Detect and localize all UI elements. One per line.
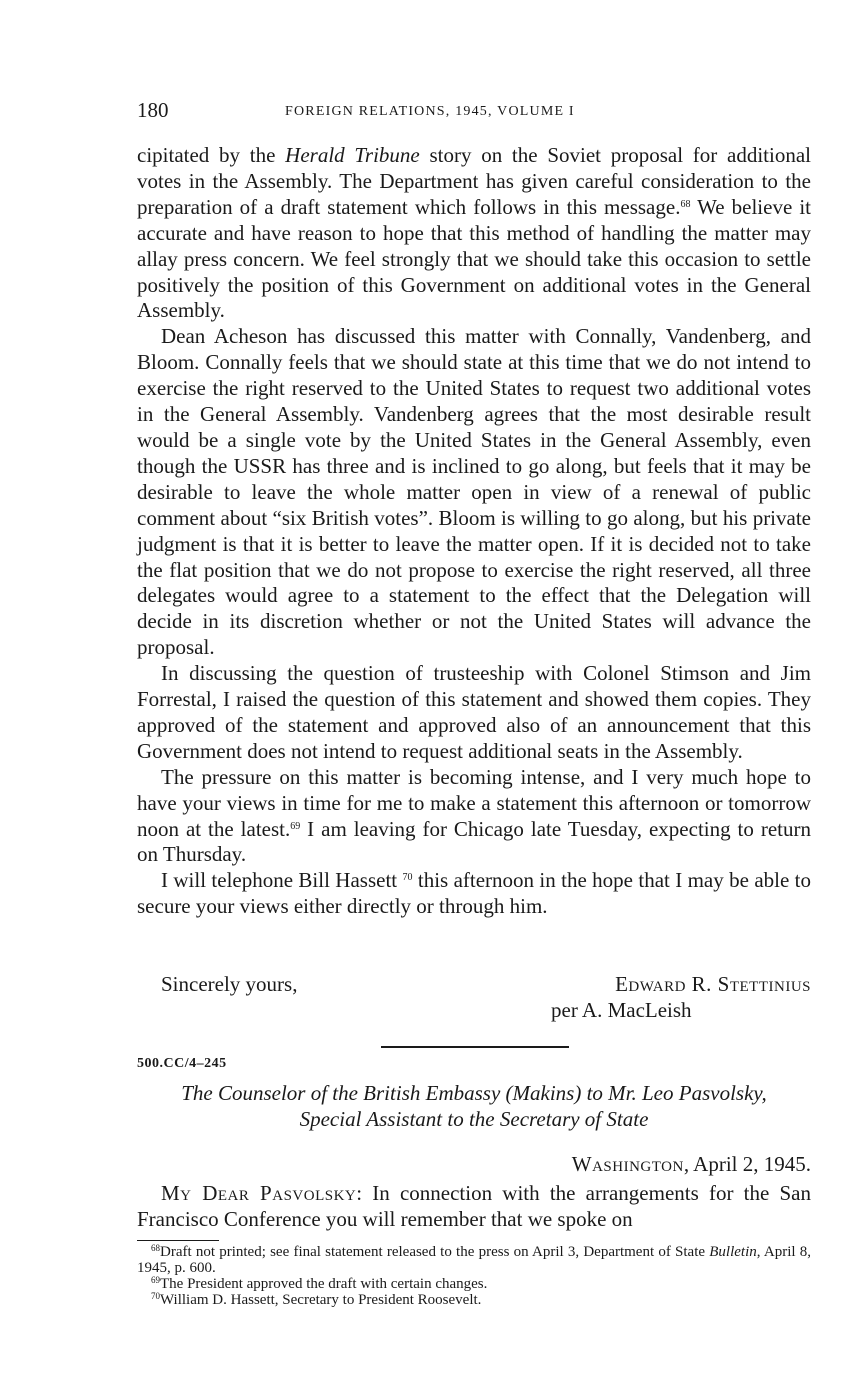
footnote-ref-70: 70 (402, 872, 413, 884)
footnote-69: $^{69}$The President approved the draft with certain changes. (151, 1275, 488, 1292)
paragraph-4: The pressure on this matter is becoming intense, and I very much hope to have your views in time for me to make a statement this afternoon or tomorrow noon at the latest.$^{69}$ I am leaving for Chicago late Tuesday, expecting to return on Thursday. (137, 764, 811, 867)
paragraph-2: Dean Acheson has discussed this matter with Connally, Vandenberg, and Bloom. Connally feels that we should state at this time that we do not intend to exercise the right reserved to the United States to request two additional votes in the General Assembly. Vandenberg agrees that the most desirable result would be a single vote by the United States in the General Assembly, even though the USSR has three and is inclined to go along, but feels that it may be desirable to leave the whole matter open in view of a renewal of public comment about “six British votes”. Bloom is willing to go along, but his private judgment is that it is better to leave the matter open. If it is decided not to take the flat position that we do not propose to exercise the right reserved, all three delegates would agree to a statement to the effect that the Delegation will decide in its discretion whether or not the United States will advance the proposal. (137, 324, 811, 660)
document-heading (137, 1080, 811, 1132)
page-number: 180 (137, 98, 169, 122)
footnote-68: $^{68}$Draft not printed; see final statement released to the press on April 3, Department of State Bulletin, April 8, 1945, p. 600. (137, 1243, 811, 1276)
closing: Sincerely yours, (161, 972, 298, 996)
footnote-rule (137, 1240, 219, 1241)
page-header (137, 98, 811, 126)
letter-opening (137, 1180, 811, 1232)
section-divider (381, 1046, 569, 1048)
newspaper-title: Herald Tribune (285, 143, 420, 167)
document-heading-line-2: Special Assistant to the Secretary of State (299, 1107, 649, 1131)
footnote-ref-68: 68 (680, 198, 691, 210)
signed-per: per A. MacLeish (551, 998, 692, 1022)
paragraph-3: In discussing the question of trusteeship with Colonel Stimson and Jim Forrestal, I raised the question of this statement and showed them copies. They approved of the statement and approved also of an announcement that this Government does not intend to request additional seats in the Assembly. (137, 661, 811, 763)
letter-body (137, 143, 811, 920)
dateline-place: Washington (571, 1152, 684, 1176)
signatory-name: Edward R. Stettinius (615, 972, 811, 996)
dateline-date: , April 2, 1945. (683, 1152, 811, 1176)
letter-text: : In connection with the arrangements for the San Francisco Conference you will remember that we spoke on (137, 1181, 812, 1231)
paragraph-1: cipitated by the Herald Tribune story on the Soviet proposal for additional votes in the Assembly. The Department has given careful consideration to the preparation of a draft statement which follows in this message.$^{68}$ We believe it accurate and have reason to hope that this method of handling the matter may allay press concern. We feel strongly that we should take this occasion to settle positively the position of this Government on additional votes in the General Assembly. (137, 143, 812, 323)
signature-block (137, 972, 811, 1024)
document-heading-line-1: The Counselor of the British Embassy (Makins) to Mr. Leo Pasvolsky, (181, 1081, 767, 1105)
salutation: My Dear Pasvolsky (161, 1181, 357, 1205)
footnotes (137, 1244, 811, 1308)
running-head: FOREIGN RELATIONS, 1945, VOLUME I (285, 104, 575, 119)
footnote-ref-69: 69 (290, 820, 301, 832)
paragraph-5: I will telephone Bill Hassett $^{70}$ this afternoon in the hope that I may be able to secure your views either directly or through him. (137, 868, 811, 919)
file-number: 500.CC/4–245 (137, 1056, 227, 1071)
footnote-70: $^{70}$William D. Hassett, Secretary to President Roosevelt. (151, 1291, 482, 1308)
dateline (572, 1152, 811, 1177)
